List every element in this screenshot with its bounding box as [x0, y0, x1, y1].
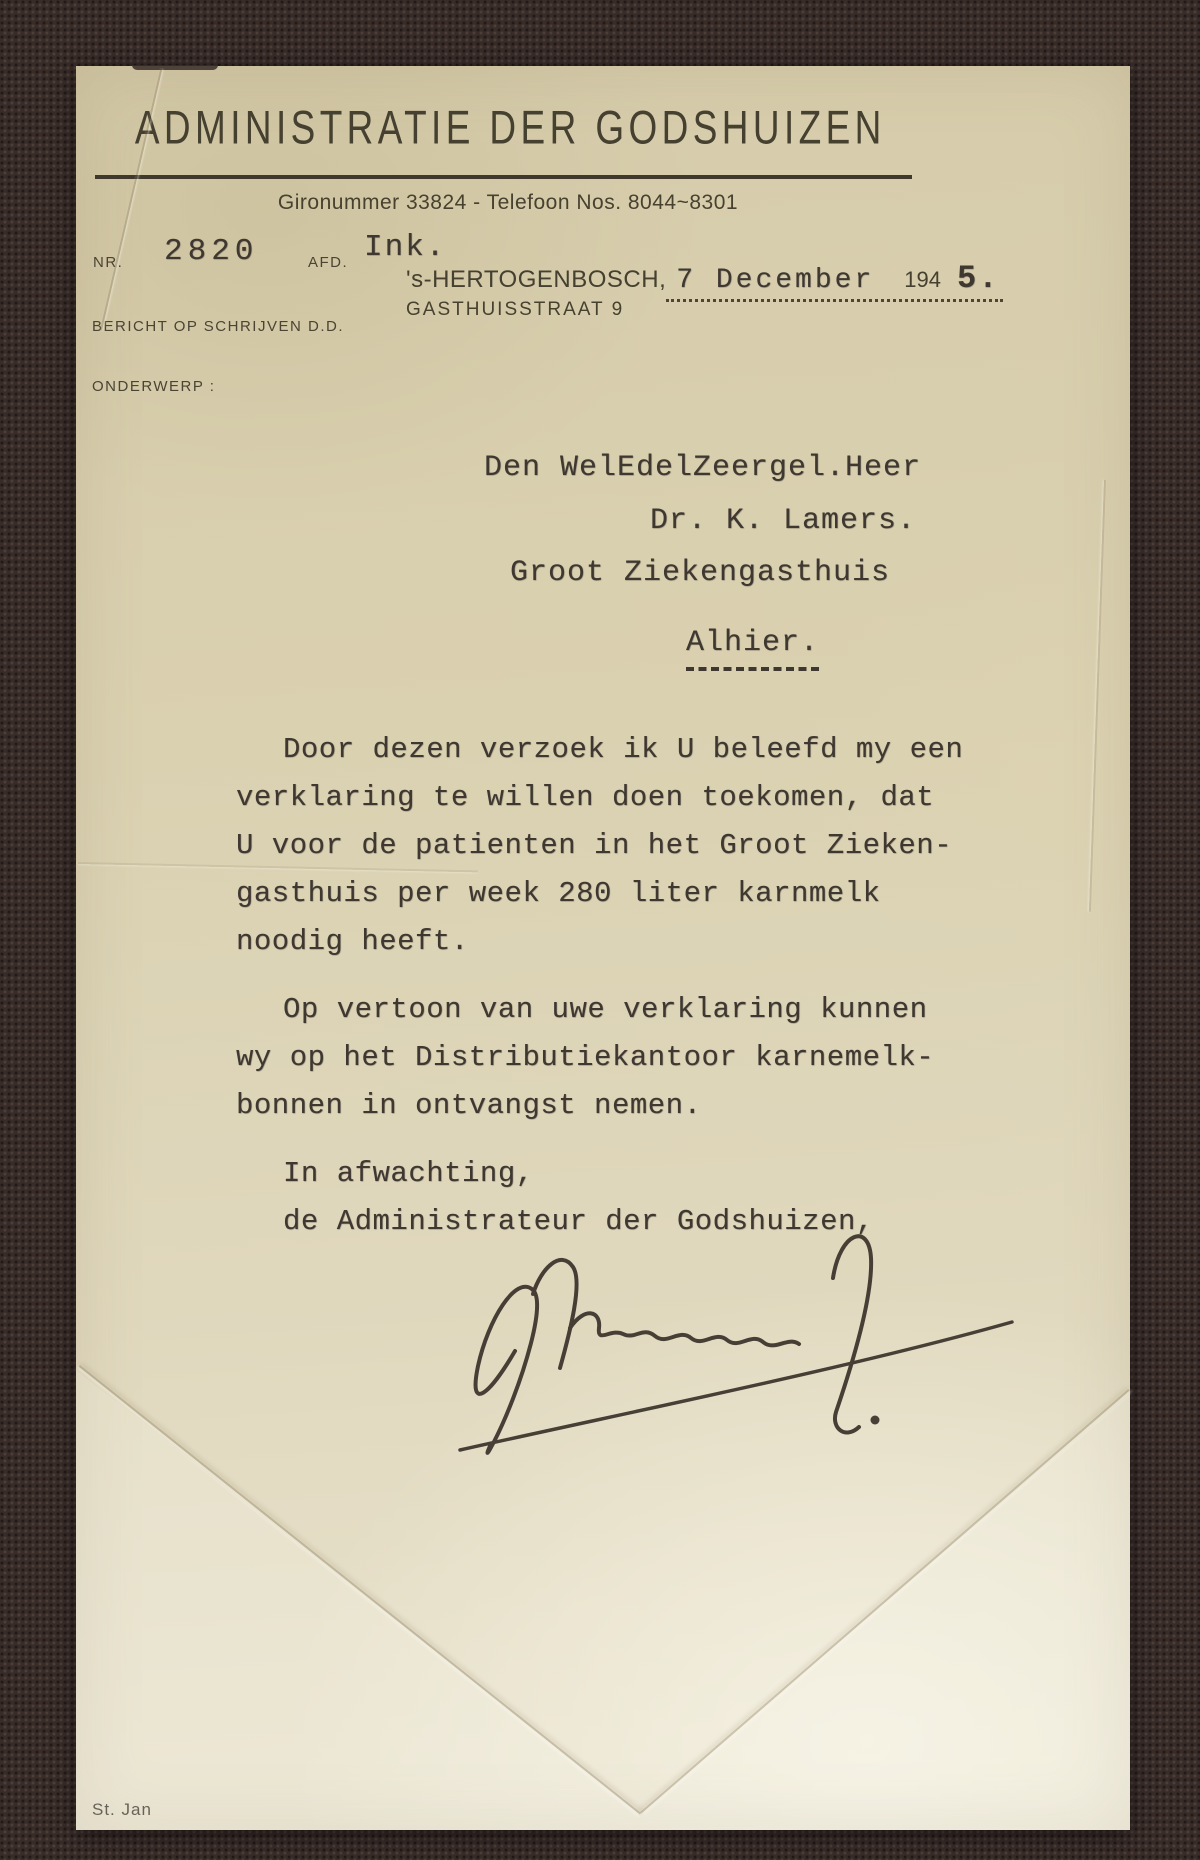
letter-body — [236, 726, 1056, 1246]
body-line: In afwachting, — [283, 1157, 534, 1190]
body-line: Op vertoon van uwe verklaring kunnen — [283, 993, 928, 1026]
bericht-label: BERICHT OP SCHRIJVEN D.D. — [92, 318, 344, 335]
afd-value: Ink. — [364, 230, 447, 265]
dateline-typed-date: 7 December — [676, 265, 875, 296]
addressee-line-2: Dr. K. Lamers. — [650, 504, 917, 538]
nr-value: 2820 — [164, 234, 259, 269]
letterhead-title: ADMINISTRATIE DER GODSHUIZEN — [134, 101, 886, 154]
body-line: Door dezen verzoek ik U beleefd my een — [283, 733, 964, 766]
onderwerp-label: ONDERWERP : — [92, 378, 216, 395]
letterhead-street: GASTHUISSTRAAT 9 — [406, 299, 625, 320]
paper-crease — [1089, 480, 1106, 912]
nr-label: NR. — [93, 254, 124, 271]
addressee-line-1: Den WelEdelZeergel.Heer — [484, 451, 922, 485]
body-line: bonnen in ontvangst nemen. — [236, 1089, 702, 1122]
letter-paper — [76, 66, 1130, 1830]
dateline-printed-year: 194 — [904, 267, 941, 292]
letterhead-rule — [95, 175, 912, 179]
body-line: verklaring te willen doen toekomen, dat — [236, 781, 935, 814]
closing-line: de Administrateur der Godshuizen, — [283, 1205, 874, 1238]
signature-scrawl-icon — [420, 1216, 1040, 1476]
paper-tear-notch — [132, 65, 218, 70]
addressee-line-3: Groot Ziekengasthuis — [510, 556, 891, 590]
body-line: noodig heeft. — [236, 925, 469, 958]
dateline-city: 's-HERTOGENBOSCH, — [406, 266, 667, 293]
letterhead-subtitle: Gironummer 33824 - Telefoon Nos. 8044~8301 — [277, 191, 739, 214]
body-line: gasthuis per week 280 liter karnmelk — [236, 877, 881, 910]
dateline-dotted-rule — [666, 260, 1003, 302]
body-line: U voor de patienten in het Groot Zieken- — [236, 829, 953, 862]
addressee-location: Alhier. — [686, 626, 819, 671]
printer-mark: St. Jan — [92, 1800, 152, 1819]
body-line: wy op het Distributiekantoor karnemelk- — [236, 1041, 935, 1074]
afd-label: AFD. — [308, 254, 349, 271]
handwritten-signature — [420, 1216, 1040, 1481]
letterhead — [84, 101, 932, 154]
dateline-typed-year: 5. — [956, 260, 1000, 297]
dateline — [406, 260, 1003, 302]
